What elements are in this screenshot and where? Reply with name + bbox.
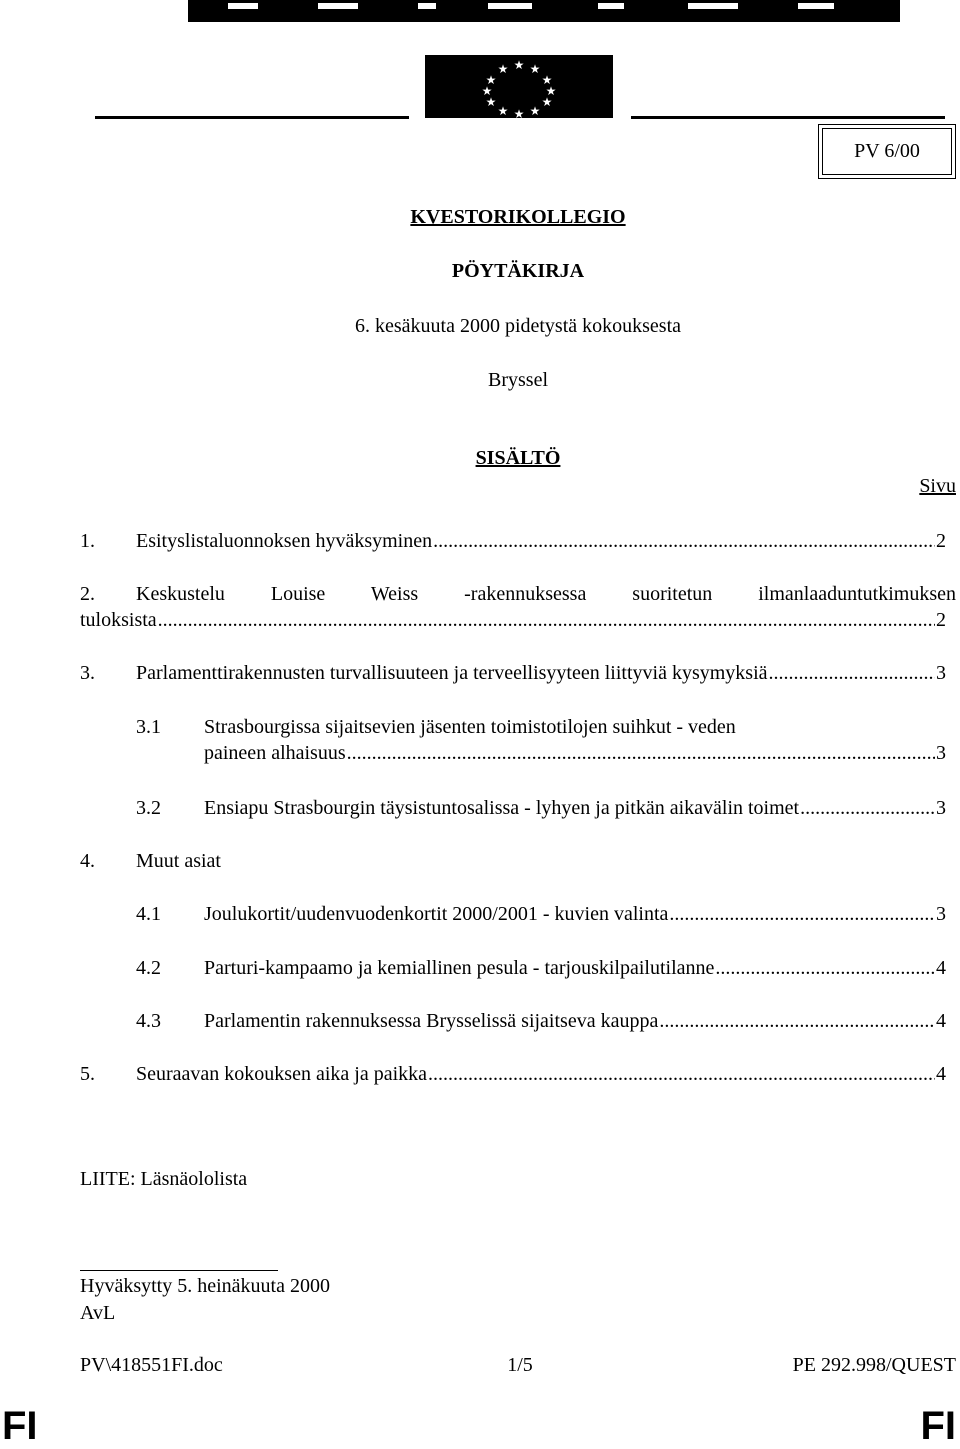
toc-item-text: Seuraavan kokouksen aika ja paikka	[136, 1063, 428, 1085]
toc-item-number: 5.	[80, 1063, 95, 1085]
toc-item-text-line1: Strasbourgissa sijaitsevien jäsenten toimistotilojen suihkut - veden	[204, 716, 736, 738]
approval-date: Hyväksytty 5. heinäkuuta 2000	[80, 1275, 330, 1297]
svg-text:★: ★	[529, 62, 541, 76]
svg-text:★: ★	[545, 84, 557, 98]
svg-text:★: ★	[481, 84, 493, 98]
footer-reference: PE 292.998/QUEST	[792, 1354, 956, 1376]
toc-item-number: 4.3	[136, 1010, 161, 1032]
toc-item-number: 4.2	[136, 957, 161, 979]
toc-leader	[715, 955, 935, 981]
svg-text:★: ★	[485, 95, 497, 109]
toc-item-text: Esityslistaluonnoksen hyväksyminen	[136, 530, 433, 552]
footer-filename: PV\418551FI.doc	[80, 1354, 223, 1376]
page-column-label: Sivu	[919, 475, 956, 497]
meeting-place: Bryssel	[488, 369, 548, 391]
approval-initials: AvL	[80, 1302, 116, 1324]
toc-leader	[428, 1061, 935, 1087]
toc-item-text-line2: tuloksista	[80, 609, 157, 631]
toc-item-text: Parlamenttirakennusten turvallisuuteen ja terveellisyyteen liittyviä kysymyksiä	[136, 662, 768, 684]
annex-note: LIITE: Läsnäololista	[80, 1168, 248, 1190]
toc-item-text: Muut asiat	[136, 850, 221, 872]
svg-text:★: ★	[485, 73, 497, 87]
toc-item-page: 3	[936, 797, 946, 819]
language-code-left: FI	[2, 1404, 38, 1448]
toc-leader	[659, 1008, 935, 1034]
toc-item-number: 3.2	[136, 797, 161, 819]
svg-text:★: ★	[513, 107, 525, 118]
toc-item-text: Ensiapu Strasbourgin täysistuntosalissa - lyhyen ja pitkän aikavälin toimet	[204, 797, 800, 819]
footer-page-number: 1/5	[507, 1354, 533, 1376]
toc-item-page: 2	[936, 530, 946, 552]
toc-item-text: Parlamentin rakennuksessa Brysselissä sijaitseva kauppa	[204, 1010, 659, 1032]
toc-leader	[769, 660, 935, 686]
eu-flag-logo	[425, 55, 613, 118]
toc-item-text: Parturi-kampaamo ja kemiallinen pesula - tarjouskilpailutilanne	[204, 957, 715, 979]
signature-rule	[80, 1270, 278, 1271]
meeting-date: 6. kesäkuuta 2000 pidetystä kokouksesta	[354, 315, 682, 337]
toc-leader	[800, 795, 935, 821]
toc-item-page: 3	[936, 903, 946, 925]
toc-leader	[433, 528, 935, 554]
toc-item-text: Joulukortit/uudenvuodenkortit 2000/2001 - kuvien valinta	[204, 903, 669, 925]
toc-item-number: 2.	[80, 583, 95, 605]
toc-item-number: 4.	[80, 850, 95, 872]
toc-item-page: 3	[936, 742, 946, 764]
svg-text:★: ★	[497, 62, 509, 76]
svg-text:★: ★	[513, 58, 525, 72]
toc-item-page: 4	[936, 1010, 946, 1032]
svg-text:★: ★	[529, 104, 541, 118]
toc-item-page: 3	[936, 662, 946, 684]
language-code-right: FI	[920, 1404, 956, 1448]
svg-text:★: ★	[541, 95, 553, 109]
toc-item-page: 4	[936, 1063, 946, 1085]
toc-item-number: 3.1	[136, 716, 161, 738]
header-rule-left	[95, 116, 409, 119]
toc-item-page: 4	[936, 957, 946, 979]
document-reference: PV 6/00	[822, 128, 952, 175]
header-rule-right	[631, 116, 945, 119]
toc-leader	[347, 740, 935, 766]
document-reference-box	[818, 124, 956, 179]
org-title: KVESTORIKOLLEGIO	[410, 206, 626, 228]
toc-leader	[158, 607, 935, 633]
svg-text:★: ★	[541, 73, 553, 87]
toc-item-number: 4.1	[136, 903, 161, 925]
contents-heading: SISÄLTÖ	[475, 447, 561, 469]
toc-item-text-line2: paineen alhaisuus	[204, 742, 346, 764]
header-banner	[188, 0, 900, 22]
doc-type-title: PÖYTÄKIRJA	[451, 260, 585, 282]
toc-item-page: 2	[936, 609, 946, 631]
toc-item-text-line1: Keskustelu Louise Weiss -rakennuksessa suoritetun ilmanlaaduntutkimuksen	[136, 583, 956, 605]
toc-item-number: 3.	[80, 662, 95, 684]
svg-text:★: ★	[497, 104, 509, 118]
toc-leader	[669, 901, 935, 927]
toc-item-number: 1.	[80, 530, 95, 552]
